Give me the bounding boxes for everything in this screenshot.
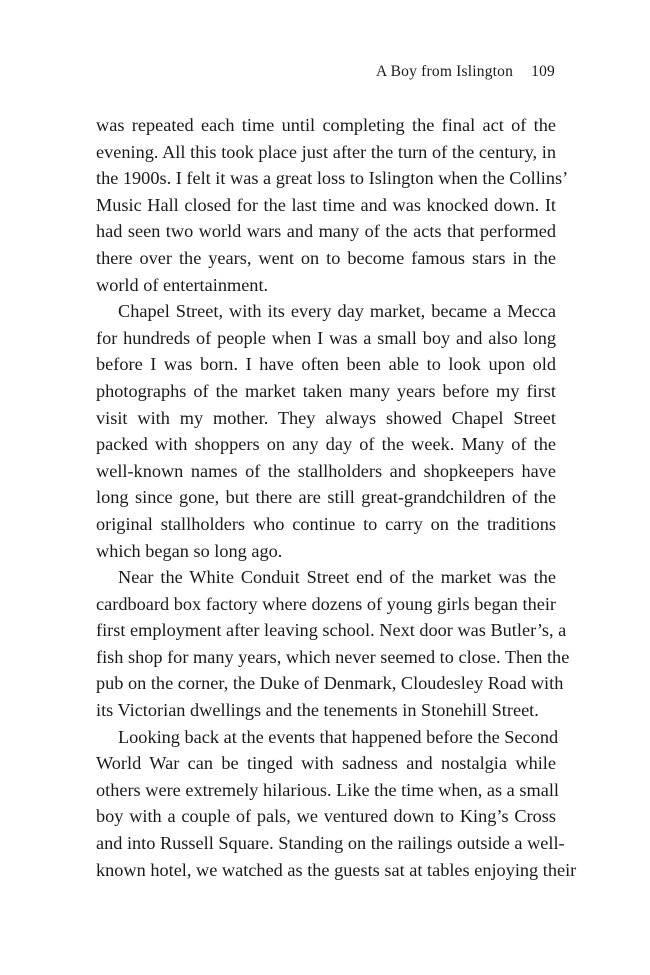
text-line: pub on the corner, the Duke of Denmark, Cloudesley Road with — [96, 673, 564, 694]
text-line: photographs of the market taken many years before my first — [96, 380, 556, 401]
paragraph — [96, 298, 556, 564]
text-line: Near the White Conduit Street end of the market was the — [118, 567, 556, 588]
text-line: before I was born. I have often been able to look upon old — [96, 354, 556, 375]
paragraph — [96, 724, 577, 884]
text-line: original stallholders who continue to carry on the traditions — [96, 513, 556, 534]
text-line: was repeated each time until completing the final act of the — [96, 115, 556, 135]
paragraph — [96, 112, 569, 298]
text-line: others were extremely hilarious. Like the time when, as a small — [96, 779, 559, 800]
text-line: Looking back at the events that happened before the Second — [118, 726, 559, 747]
text-line: Music Hall closed for the last time and was knocked down. It — [96, 194, 556, 215]
running-head — [376, 63, 555, 81]
text-line: known hotel, we watched as the guests sat at tables enjoying their — [96, 859, 577, 880]
text-line: World War can be tinged with sadness and nostalgia while — [96, 753, 556, 774]
text-line: fish shop for many years, which never seemed to close. Then the — [96, 646, 570, 667]
text-line: Chapel Street, with its every day market, became a Mecca — [118, 301, 556, 322]
text-line: which began so long ago. — [96, 540, 283, 561]
body-text — [96, 112, 577, 883]
text-line: there over the years, went on to become famous stars in the — [96, 247, 556, 268]
text-line: well-known names of the stallholders and shopkeepers have — [96, 460, 556, 481]
text-line: the 1900s. I felt it was a great loss to Islington when the Collins’ — [96, 168, 569, 189]
text-line: world of entertainment. — [96, 274, 269, 295]
running-title: A Boy from Islington — [376, 63, 514, 80]
text-line: long since gone, but there are still great-grandchildren of the — [96, 487, 556, 508]
text-line: its Victorian dwellings and the tenements in Stonehill Street. — [96, 700, 539, 721]
text-line: had seen two world wars and many of the acts that performed — [96, 221, 556, 242]
paragraph — [96, 564, 570, 724]
text-line: packed with shoppers on any day of the week. Many of the — [96, 434, 556, 455]
text-line: first employment after leaving school. Next door was Butler’s, a — [96, 620, 567, 641]
text-line: evening. All this took place just after the turn of the century, in — [96, 141, 556, 162]
text-line: cardboard box factory where dozens of young girls began their — [96, 593, 556, 614]
page-number: 109 — [531, 63, 555, 80]
text-line: boy with a couple of pals, we ventured down to King’s Cross — [96, 806, 556, 827]
text-line: and into Russell Square. Standing on the railings outside a well- — [96, 833, 565, 854]
text-line: for hundreds of people when I was a small boy and also long — [96, 327, 556, 348]
text-line: visit with my mother. They always showed Chapel Street — [96, 407, 556, 428]
